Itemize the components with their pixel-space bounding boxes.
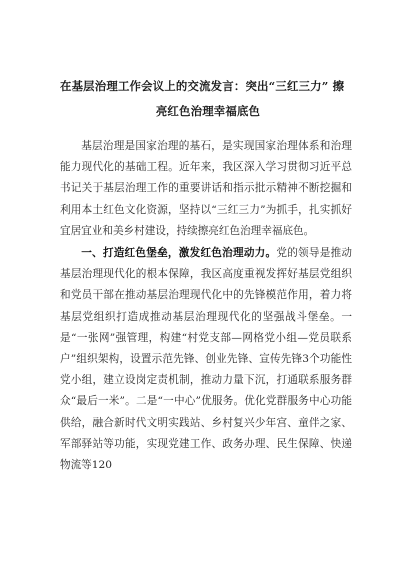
document-title-line-1: 在基层治理工作会议上的交流发言：突出“三红三力” 擦 [60, 79, 345, 93]
section-one-heading: 一、打造红色堡垒，激发红色治理动力。 [81, 247, 277, 260]
document-body [60, 136, 352, 476]
section-one-paragraph [60, 243, 352, 476]
document-title-line-2: 亮红色治理幸福底色 [155, 104, 261, 118]
intro-paragraph: 基层治理是国家治理的基石，是实现国家治理体系和治理能力现代化的基础工程。近年来，我区深入学习贯彻习近平总书记关于基层治理工作的重要讲话和指示批示精神不断挖掘和利用本土红色文化资源，坚持以“三红三力”为抓手，扎实抓好宜居宜业和美乡村建设，持续擦亮红色治理幸福底色。 [60, 140, 352, 237]
document-title [60, 74, 356, 124]
section-one-text: 党的领导是推动基层治理现代化的根本保障，我区高度重视发挥好基层党组织和党员干部在推动基层治理现代化中的先锋模范作用，着力将基层党组织打造成推动基层治理现代化的坚强战斗堡垒。一是“一张网”强管理，构建“村党支部—网格党小组—党员联系户”组织架构，设置示范先锋、创业先锋、宣传先锋3个功能性党小组，建立设岗定责机制，推动力量下沉，打通联系服务群众“最后一米”。二是“一中心”优服务。优化党群服务中心功能供给，融合新时代文明实践站、乡村复兴少年宫、童伴之家、军部驿站等功能，实现党建工作、政务办理、民生保障、快递物流等120 [60, 247, 353, 472]
